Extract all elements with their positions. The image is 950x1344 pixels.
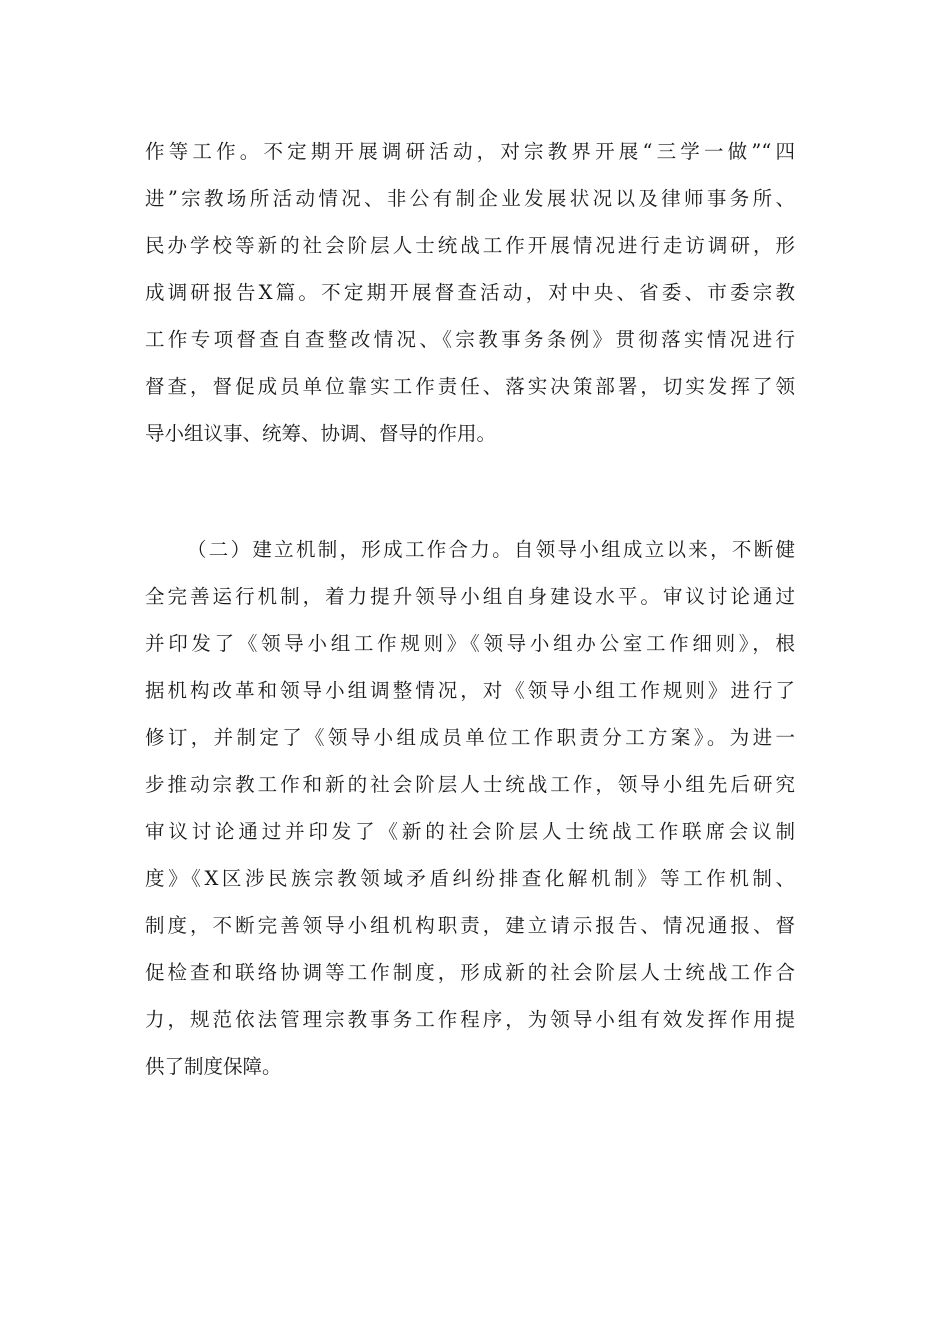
text-line: 审议讨论通过并印发了《新的社会阶层人士统战工作联席会议制: [145, 820, 795, 843]
paragraph-establish-mechanism: [145, 526, 795, 1090]
text-line: 进”宗教场所活动情况、非公有制企业发展状况以及律师事务所、: [145, 187, 795, 210]
text-line: 导小组议事、统筹、协调、督导的作用。: [145, 422, 497, 445]
text-line: 督查，督促成员单位靠实工作责任、落实决策部署，切实发挥了领: [145, 375, 795, 398]
text-line: 并印发了《领导小组工作规则》《领导小组办公室工作细则》，根: [145, 632, 795, 655]
paragraph-work-research: [145, 128, 795, 457]
text-line: 作等工作。不定期开展调研活动，对宗教界开展“三学一做”“四: [145, 140, 795, 163]
text-line: 度》《X区涉民族宗教领域矛盾纠纷排查化解机制》等工作机制、: [145, 867, 795, 890]
text-line: 供了制度保障。: [145, 1055, 282, 1078]
text-line: 修订，并制定了《领导小组成员单位工作职责分工方案》。为进一: [145, 726, 795, 749]
text-line: 工作专项督查自查整改情况、《宗教事务条例》贯彻落实情况进行: [145, 328, 795, 351]
text-line: 民办学校等新的社会阶层人士统战工作开展情况进行走访调研，形: [145, 234, 795, 257]
text-line: 全完善运行机制，着力提升领导小组自身建设水平。审议讨论通过: [145, 585, 795, 608]
text-line: 成调研报告X篇。不定期开展督查活动，对中央、省委、市委宗教: [145, 281, 795, 304]
section-heading-line: （二）建立机制，形成工作合力。自领导小组成立以来，不断健: [187, 538, 795, 561]
text-line: 步推动宗教工作和新的社会阶层人士统战工作，领导小组先后研究: [145, 773, 795, 796]
text-line: 制度，不断完善领导小组机构职责，建立请示报告、情况通报、督: [145, 914, 795, 937]
text-line: 据机构改革和领导小组调整情况，对《领导小组工作规则》进行了: [145, 679, 795, 702]
text-line: 力，规范依法管理宗教事务工作程序，为领导小组有效发挥作用提: [145, 1008, 795, 1031]
text-line: 促检查和联络协调等工作制度，形成新的社会阶层人士统战工作合: [145, 961, 795, 984]
